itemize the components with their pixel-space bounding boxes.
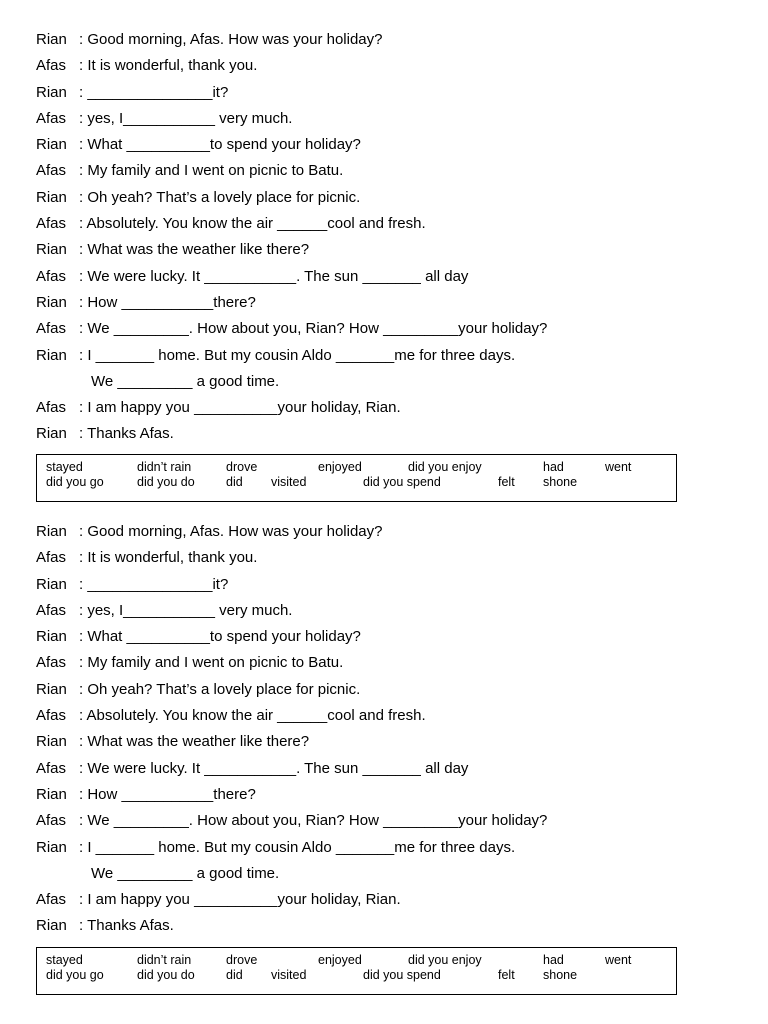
word-bank-item: drove	[226, 953, 258, 967]
dialog-text: : I am happy you __________your holiday, Rian.	[79, 891, 401, 909]
speaker-name	[36, 864, 91, 890]
word-bank-item: did you spend	[363, 475, 441, 489]
dialog-line	[36, 838, 726, 864]
speaker-name	[36, 372, 91, 398]
dialog-text: : What __________to spend your holiday?	[79, 136, 361, 154]
word-bank-item: didn’t rain	[137, 953, 192, 967]
dialog-line	[36, 811, 726, 837]
dialog-line	[36, 706, 726, 732]
dialog-line	[36, 916, 726, 942]
speaker-name: Afas	[36, 759, 67, 777]
speaker-name: Afas	[36, 707, 67, 725]
dialog-line	[36, 601, 726, 627]
speaker-name: Afas	[36, 109, 67, 127]
dialog-line	[36, 319, 726, 345]
word-bank-item: shone	[543, 968, 578, 982]
speaker-name: Afas	[36, 320, 67, 338]
speaker-name: Rian	[36, 241, 67, 259]
dialog-line	[36, 575, 726, 601]
speaker-name: Rian	[36, 346, 67, 364]
word-bank-item: stayed	[46, 460, 83, 474]
dialog-text: : How ___________there?	[79, 785, 256, 803]
dialog-line	[36, 214, 726, 240]
speaker-name: Afas	[36, 267, 67, 285]
dialog-text: : Oh yeah? That’s a lovely place for picnic.	[79, 188, 361, 206]
word-bank-item: enjoyed	[318, 460, 362, 474]
dialog-text: We _________ a good time.	[91, 372, 280, 390]
dialog-line	[36, 627, 726, 653]
dialog-text: : My family and I went on picnic to Batu.	[79, 162, 344, 180]
speaker-name: Rian	[36, 785, 67, 803]
dialog-text: : Thanks Afas.	[79, 917, 174, 935]
dialog-text: : _______________it?	[79, 83, 229, 101]
word-bank-box-1	[36, 454, 677, 502]
dialog-text: : What was the weather like there?	[79, 241, 310, 259]
speaker-name: Afas	[36, 812, 67, 830]
word-bank-item: did you enjoy	[408, 953, 482, 967]
speaker-name: Rian	[36, 575, 67, 593]
word-bank-item: shone	[543, 475, 578, 489]
dialog-line	[36, 424, 726, 450]
dialog-line	[36, 732, 726, 758]
dialog-text: : We were lucky. It ___________. The sun _______ all day	[79, 267, 469, 285]
word-bank-box-2	[36, 947, 677, 995]
dialog-text: : My family and I went on picnic to Batu.	[79, 654, 344, 672]
dialog-line	[36, 267, 726, 293]
speaker-name: Afas	[36, 601, 67, 619]
dialog-text: : We were lucky. It ___________. The sun _______ all day	[79, 759, 469, 777]
word-bank-item: stayed	[46, 953, 83, 967]
dialog-text: : It is wonderful, thank you.	[79, 57, 258, 75]
speaker-name: Afas	[36, 57, 67, 75]
speaker-name: Rian	[36, 680, 67, 698]
dialog-line	[36, 188, 726, 214]
dialog-line	[36, 56, 726, 82]
dialog-text: : Absolutely. You know the air ______cool and fresh.	[79, 215, 426, 233]
word-bank-item: felt	[498, 968, 515, 982]
dialog-text: : I am happy you __________your holiday, Rian.	[79, 399, 401, 417]
dialog-text: : It is wonderful, thank you.	[79, 549, 258, 567]
dialog-text: : What was the weather like there?	[79, 733, 310, 751]
dialog-line	[36, 346, 726, 372]
word-bank-item: did you go	[46, 968, 104, 982]
dialog-text: : yes, I___________ very much.	[79, 109, 293, 127]
dialog-text: We _________ a good time.	[91, 864, 280, 882]
dialog-text: : I _______ home. But my cousin Aldo _______me for three days.	[79, 838, 516, 856]
word-bank-item: did you spend	[363, 968, 441, 982]
dialog-1	[36, 30, 726, 451]
word-bank-item: went	[605, 460, 632, 474]
dialog-line	[36, 372, 726, 398]
dialog-text: : _______________it?	[79, 575, 229, 593]
dialog-text: : Thanks Afas.	[79, 425, 174, 443]
word-bank-item: did	[226, 475, 243, 489]
speaker-name: Afas	[36, 162, 67, 180]
dialog-text: : Oh yeah? That’s a lovely place for picnic.	[79, 680, 361, 698]
dialog-line	[36, 30, 726, 56]
word-bank-item: visited	[271, 475, 307, 489]
word-bank-item: did you do	[137, 968, 195, 982]
word-bank-item: enjoyed	[318, 953, 362, 967]
dialog-line	[36, 398, 726, 424]
word-bank-item: went	[605, 953, 632, 967]
dialog-line	[36, 890, 726, 916]
dialog-line	[36, 293, 726, 319]
dialog-line	[36, 161, 726, 187]
speaker-name: Afas	[36, 399, 67, 417]
dialog-text: : I _______ home. But my cousin Aldo _______me for three days.	[79, 346, 516, 364]
word-bank-item: visited	[271, 968, 307, 982]
dialog-line	[36, 864, 726, 890]
dialog-line	[36, 135, 726, 161]
dialog-line	[36, 83, 726, 109]
dialog-line	[36, 759, 726, 785]
speaker-name: Afas	[36, 654, 67, 672]
speaker-name: Rian	[36, 31, 67, 48]
speaker-name: Rian	[36, 83, 67, 101]
speaker-name: Rian	[36, 188, 67, 206]
speaker-name: Rian	[36, 425, 67, 443]
speaker-name: Rian	[36, 523, 67, 540]
speaker-name: Afas	[36, 891, 67, 909]
dialog-line	[36, 785, 726, 811]
word-bank-item: didn’t rain	[137, 460, 192, 474]
speaker-name: Rian	[36, 293, 67, 311]
speaker-name: Rian	[36, 136, 67, 154]
dialog-text: : How ___________there?	[79, 293, 256, 311]
word-bank-item: had	[543, 953, 564, 967]
speaker-name: Afas	[36, 215, 67, 233]
dialog-text: : yes, I___________ very much.	[79, 601, 293, 619]
dialog-line	[36, 109, 726, 135]
dialog-line	[36, 240, 726, 266]
word-bank-item: did	[226, 968, 243, 982]
dialog-line	[36, 653, 726, 679]
word-bank-item: felt	[498, 475, 515, 489]
dialog-text: : Good morning, Afas. How was your holiday?	[79, 523, 383, 540]
dialog-line	[36, 522, 726, 548]
word-bank-item: did you go	[46, 475, 104, 489]
speaker-name: Rian	[36, 838, 67, 856]
dialog-2	[36, 522, 726, 943]
dialog-line	[36, 680, 726, 706]
dialog-text: : Absolutely. You know the air ______cool and fresh.	[79, 707, 426, 725]
speaker-name: Rian	[36, 733, 67, 751]
speaker-name: Rian	[36, 917, 67, 935]
word-bank-item: drove	[226, 460, 258, 474]
speaker-name: Afas	[36, 549, 67, 567]
speaker-name: Rian	[36, 628, 67, 646]
dialog-line	[36, 548, 726, 574]
dialog-text: : Good morning, Afas. How was your holiday?	[79, 31, 383, 48]
dialog-text: : We _________. How about you, Rian? How _________your holiday?	[79, 320, 548, 338]
dialog-text: : What __________to spend your holiday?	[79, 628, 361, 646]
word-bank-item: did you enjoy	[408, 460, 482, 474]
word-bank-item: had	[543, 460, 564, 474]
dialog-text: : We _________. How about you, Rian? How _________your holiday?	[79, 812, 548, 830]
word-bank-item: did you do	[137, 475, 195, 489]
